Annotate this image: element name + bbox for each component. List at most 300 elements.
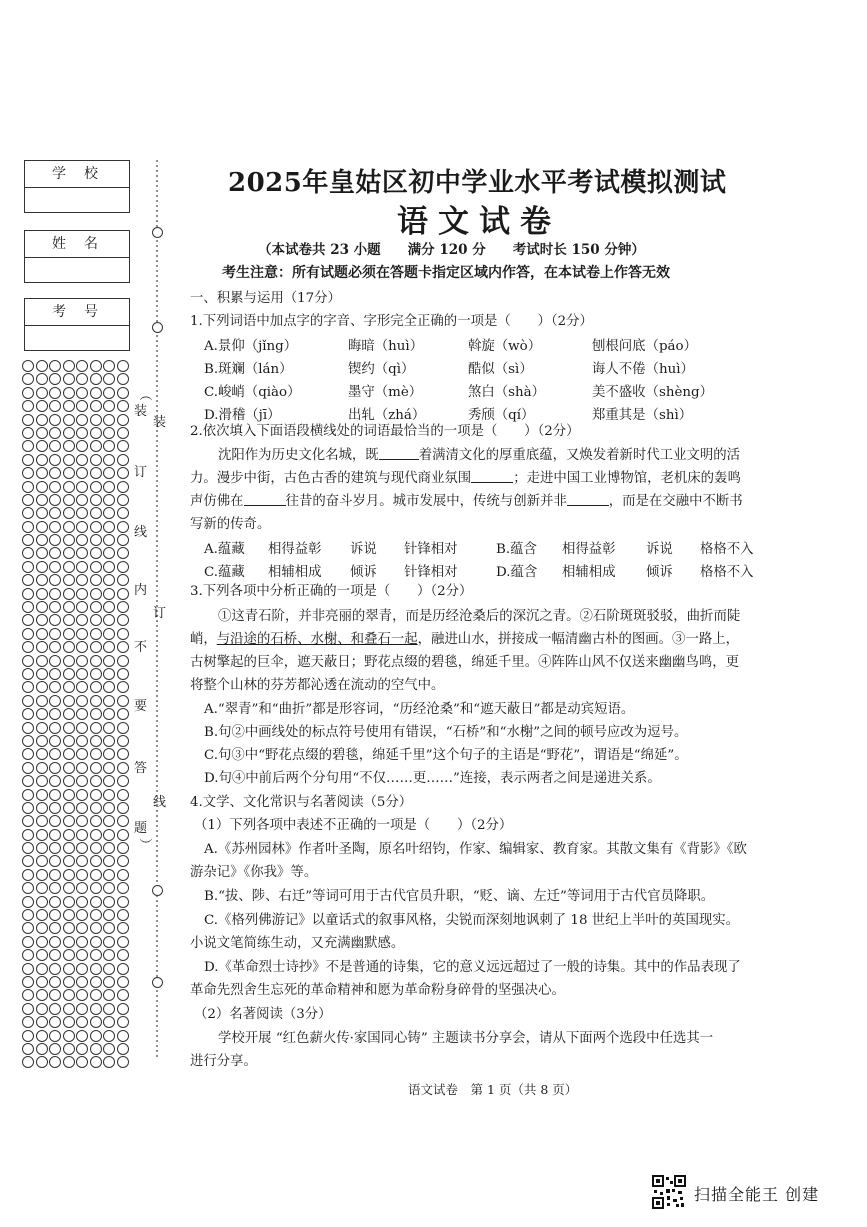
- id-bubble[interactable]: [76, 454, 88, 466]
- id-bubble[interactable]: [22, 588, 34, 600]
- id-bubble[interactable]: [49, 547, 61, 559]
- id-bubble[interactable]: [63, 373, 75, 385]
- id-bubble[interactable]: [76, 896, 88, 908]
- id-bubble[interactable]: [103, 1043, 115, 1055]
- id-bubble[interactable]: [63, 494, 75, 506]
- id-bubble[interactable]: [117, 869, 129, 881]
- id-bubble[interactable]: [103, 588, 115, 600]
- id-bubble[interactable]: [76, 789, 88, 801]
- id-bubble[interactable]: [103, 922, 115, 934]
- id-bubble[interactable]: [22, 869, 34, 881]
- id-bubble[interactable]: [49, 574, 61, 586]
- id-bubble[interactable]: [22, 641, 34, 653]
- id-bubble[interactable]: [36, 722, 48, 734]
- id-bubble[interactable]: [117, 976, 129, 988]
- id-bubble[interactable]: [49, 467, 61, 479]
- id-bubble[interactable]: [103, 681, 115, 693]
- id-bubble[interactable]: [117, 775, 129, 787]
- id-bubble[interactable]: [90, 1056, 102, 1068]
- id-bubble[interactable]: [49, 869, 61, 881]
- id-bubble[interactable]: [63, 976, 75, 988]
- id-bubble[interactable]: [90, 748, 102, 760]
- name-field[interactable]: [25, 258, 129, 282]
- id-bubble[interactable]: [90, 588, 102, 600]
- id-bubble[interactable]: [22, 427, 34, 439]
- id-bubble[interactable]: [22, 1003, 34, 1015]
- id-bubble[interactable]: [76, 507, 88, 519]
- id-bubble[interactable]: [90, 762, 102, 774]
- id-bubble[interactable]: [36, 681, 48, 693]
- id-bubble[interactable]: [90, 789, 102, 801]
- id-bubble[interactable]: [76, 614, 88, 626]
- id-bubble[interactable]: [76, 735, 88, 747]
- id-bubble[interactable]: [90, 400, 102, 412]
- id-bubble[interactable]: [103, 815, 115, 827]
- id-bubble[interactable]: [117, 989, 129, 1001]
- id-bubble[interactable]: [63, 507, 75, 519]
- id-bubble[interactable]: [90, 440, 102, 452]
- id-bubble[interactable]: [76, 360, 88, 372]
- id-bubble[interactable]: [63, 1056, 75, 1068]
- id-bubble[interactable]: [22, 722, 34, 734]
- id-bubble[interactable]: [22, 561, 34, 573]
- id-bubble[interactable]: [103, 547, 115, 559]
- id-bubble[interactable]: [63, 748, 75, 760]
- id-bubble[interactable]: [117, 360, 129, 372]
- id-bubble[interactable]: [76, 1030, 88, 1042]
- id-bubble[interactable]: [90, 601, 102, 613]
- id-bubble[interactable]: [90, 1030, 102, 1042]
- id-bubble[interactable]: [117, 507, 129, 519]
- id-bubble[interactable]: [90, 373, 102, 385]
- id-bubble[interactable]: [117, 789, 129, 801]
- id-bubble[interactable]: [76, 574, 88, 586]
- id-bubble[interactable]: [63, 427, 75, 439]
- id-bubble[interactable]: [22, 1043, 34, 1055]
- id-bubble[interactable]: [103, 789, 115, 801]
- id-bubble[interactable]: [36, 949, 48, 961]
- id-bubble[interactable]: [117, 681, 129, 693]
- id-bubble[interactable]: [63, 936, 75, 948]
- id-bubble[interactable]: [36, 976, 48, 988]
- id-bubble[interactable]: [90, 708, 102, 720]
- id-bubble[interactable]: [76, 762, 88, 774]
- id-bubble[interactable]: [76, 601, 88, 613]
- id-bubble[interactable]: [103, 735, 115, 747]
- id-bubble[interactable]: [76, 976, 88, 988]
- id-bubble[interactable]: [36, 628, 48, 640]
- id-bubble[interactable]: [63, 989, 75, 1001]
- id-bubble[interactable]: [22, 896, 34, 908]
- id-bubble[interactable]: [49, 601, 61, 613]
- id-bubble[interactable]: [117, 414, 129, 426]
- id-bubble[interactable]: [49, 588, 61, 600]
- id-bubble[interactable]: [76, 655, 88, 667]
- id-bubble[interactable]: [103, 1016, 115, 1028]
- id-bubble[interactable]: [90, 427, 102, 439]
- id-bubble[interactable]: [63, 414, 75, 426]
- id-bubble[interactable]: [76, 695, 88, 707]
- id-bubble[interactable]: [90, 387, 102, 399]
- id-bubble[interactable]: [90, 896, 102, 908]
- id-bubble[interactable]: [22, 802, 34, 814]
- id-bubble[interactable]: [117, 481, 129, 493]
- id-bubble[interactable]: [76, 722, 88, 734]
- id-bubble[interactable]: [103, 360, 115, 372]
- id-bubble[interactable]: [117, 896, 129, 908]
- id-bubble[interactable]: [76, 882, 88, 894]
- id-bubble[interactable]: [63, 440, 75, 452]
- id-bubble[interactable]: [103, 1056, 115, 1068]
- id-bubble[interactable]: [103, 400, 115, 412]
- id-bubble[interactable]: [117, 842, 129, 854]
- id-bubble[interactable]: [36, 360, 48, 372]
- id-bubble[interactable]: [22, 775, 34, 787]
- id-bubble[interactable]: [63, 521, 75, 533]
- id-bubble[interactable]: [117, 494, 129, 506]
- id-bubble[interactable]: [76, 414, 88, 426]
- id-bubble[interactable]: [36, 427, 48, 439]
- id-bubble[interactable]: [22, 400, 34, 412]
- id-bubble[interactable]: [76, 387, 88, 399]
- id-bubble[interactable]: [90, 668, 102, 680]
- id-bubble[interactable]: [90, 802, 102, 814]
- id-bubble[interactable]: [103, 481, 115, 493]
- id-bubble[interactable]: [76, 547, 88, 559]
- id-bubble[interactable]: [90, 655, 102, 667]
- id-bubble[interactable]: [90, 882, 102, 894]
- id-bubble[interactable]: [117, 708, 129, 720]
- id-field[interactable]: [25, 326, 129, 350]
- id-bubble[interactable]: [36, 896, 48, 908]
- id-bubble[interactable]: [63, 681, 75, 693]
- id-bubble[interactable]: [76, 427, 88, 439]
- id-bubble[interactable]: [36, 655, 48, 667]
- id-bubble[interactable]: [103, 534, 115, 546]
- id-bubble[interactable]: [103, 909, 115, 921]
- id-bubble[interactable]: [36, 481, 48, 493]
- id-bubble[interactable]: [22, 547, 34, 559]
- id-bubble[interactable]: [49, 762, 61, 774]
- id-bubble[interactable]: [117, 762, 129, 774]
- id-bubble[interactable]: [117, 949, 129, 961]
- id-bubble[interactable]: [76, 588, 88, 600]
- id-bubble[interactable]: [49, 708, 61, 720]
- id-bubble[interactable]: [36, 922, 48, 934]
- id-bubble[interactable]: [63, 909, 75, 921]
- id-bubble[interactable]: [63, 547, 75, 559]
- id-bubble[interactable]: [63, 1030, 75, 1042]
- id-bubble[interactable]: [103, 802, 115, 814]
- id-bubble[interactable]: [90, 481, 102, 493]
- id-bubble[interactable]: [49, 668, 61, 680]
- id-bubble[interactable]: [63, 588, 75, 600]
- id-bubble[interactable]: [90, 547, 102, 559]
- id-bubble[interactable]: [103, 574, 115, 586]
- id-bubble[interactable]: [63, 802, 75, 814]
- id-bubble[interactable]: [22, 949, 34, 961]
- id-bubble[interactable]: [103, 507, 115, 519]
- id-bubble[interactable]: [49, 481, 61, 493]
- id-bubble[interactable]: [36, 668, 48, 680]
- id-bubble[interactable]: [49, 373, 61, 385]
- id-bubble[interactable]: [36, 936, 48, 948]
- id-bubble[interactable]: [117, 561, 129, 573]
- id-bubble[interactable]: [63, 360, 75, 372]
- id-bubble[interactable]: [36, 989, 48, 1001]
- id-bubble[interactable]: [103, 494, 115, 506]
- id-bubble[interactable]: [49, 655, 61, 667]
- id-bubble[interactable]: [90, 561, 102, 573]
- id-bubble[interactable]: [117, 1016, 129, 1028]
- id-bubble[interactable]: [117, 882, 129, 894]
- id-bubble[interactable]: [63, 1043, 75, 1055]
- id-bubble[interactable]: [49, 976, 61, 988]
- id-bubble[interactable]: [49, 909, 61, 921]
- id-bubble[interactable]: [36, 1043, 48, 1055]
- id-bubble[interactable]: [49, 387, 61, 399]
- id-bubble[interactable]: [76, 534, 88, 546]
- id-bubble[interactable]: [103, 708, 115, 720]
- id-bubble[interactable]: [103, 1003, 115, 1015]
- id-bubble[interactable]: [63, 387, 75, 399]
- id-bubble[interactable]: [63, 454, 75, 466]
- id-bubble[interactable]: [90, 829, 102, 841]
- id-bubble[interactable]: [63, 775, 75, 787]
- id-bubble[interactable]: [22, 735, 34, 747]
- id-bubble[interactable]: [103, 829, 115, 841]
- id-bubble[interactable]: [76, 936, 88, 948]
- id-bubble[interactable]: [90, 454, 102, 466]
- id-bubble[interactable]: [49, 440, 61, 452]
- id-bubble[interactable]: [63, 963, 75, 975]
- id-bubble[interactable]: [76, 1016, 88, 1028]
- id-bubble[interactable]: [117, 829, 129, 841]
- id-bubble[interactable]: [22, 387, 34, 399]
- school-field[interactable]: [25, 188, 129, 212]
- id-bubble[interactable]: [90, 976, 102, 988]
- id-bubble[interactable]: [63, 668, 75, 680]
- id-bubble[interactable]: [49, 855, 61, 867]
- id-bubble[interactable]: [117, 641, 129, 653]
- id-bubble[interactable]: [36, 494, 48, 506]
- id-bubble[interactable]: [36, 588, 48, 600]
- id-bubble[interactable]: [49, 989, 61, 1001]
- id-bubble[interactable]: [103, 414, 115, 426]
- id-bubble[interactable]: [103, 855, 115, 867]
- id-bubble[interactable]: [22, 467, 34, 479]
- id-bubble[interactable]: [103, 976, 115, 988]
- id-bubble[interactable]: [49, 922, 61, 934]
- id-bubble[interactable]: [90, 869, 102, 881]
- id-bubble[interactable]: [90, 641, 102, 653]
- id-bubble[interactable]: [36, 534, 48, 546]
- id-bubble[interactable]: [63, 722, 75, 734]
- id-bubble[interactable]: [90, 936, 102, 948]
- id-bubble[interactable]: [117, 427, 129, 439]
- id-bubble[interactable]: [90, 414, 102, 426]
- id-bubble[interactable]: [63, 869, 75, 881]
- id-bubble[interactable]: [76, 1043, 88, 1055]
- id-bubble[interactable]: [36, 1056, 48, 1068]
- id-bubble[interactable]: [49, 735, 61, 747]
- id-bubble[interactable]: [36, 882, 48, 894]
- id-bubble[interactable]: [117, 467, 129, 479]
- id-bubble[interactable]: [63, 842, 75, 854]
- id-bubble[interactable]: [90, 909, 102, 921]
- id-bubble[interactable]: [36, 963, 48, 975]
- id-bubble[interactable]: [90, 855, 102, 867]
- id-bubble[interactable]: [117, 855, 129, 867]
- id-bubble[interactable]: [117, 722, 129, 734]
- id-bubble[interactable]: [103, 949, 115, 961]
- id-bubble[interactable]: [36, 1016, 48, 1028]
- id-bubble[interactable]: [76, 815, 88, 827]
- id-bubble[interactable]: [117, 668, 129, 680]
- id-bubble[interactable]: [22, 494, 34, 506]
- id-bubble[interactable]: [103, 695, 115, 707]
- id-bubble[interactable]: [63, 708, 75, 720]
- id-bubble[interactable]: [22, 574, 34, 586]
- id-bubble[interactable]: [22, 989, 34, 1001]
- id-bubble[interactable]: [103, 1030, 115, 1042]
- id-bubble[interactable]: [117, 802, 129, 814]
- id-bubble[interactable]: [63, 949, 75, 961]
- id-bubble[interactable]: [90, 775, 102, 787]
- id-bubble[interactable]: [36, 400, 48, 412]
- id-bubble[interactable]: [22, 842, 34, 854]
- id-bubble[interactable]: [36, 829, 48, 841]
- id-bubble[interactable]: [76, 989, 88, 1001]
- id-bubble[interactable]: [76, 748, 88, 760]
- id-bubble[interactable]: [76, 481, 88, 493]
- id-bubble[interactable]: [90, 963, 102, 975]
- id-bubble[interactable]: [49, 695, 61, 707]
- id-bubble[interactable]: [117, 735, 129, 747]
- id-bubble[interactable]: [36, 762, 48, 774]
- id-bubble[interactable]: [63, 534, 75, 546]
- id-bubble[interactable]: [22, 628, 34, 640]
- id-bubble[interactable]: [76, 440, 88, 452]
- id-bubble[interactable]: [103, 628, 115, 640]
- q2-blank[interactable]: [379, 447, 419, 460]
- id-bubble[interactable]: [76, 1056, 88, 1068]
- id-bubble[interactable]: [76, 521, 88, 533]
- id-bubble[interactable]: [49, 775, 61, 787]
- id-bubble[interactable]: [36, 909, 48, 921]
- id-bubble[interactable]: [117, 695, 129, 707]
- id-bubble[interactable]: [103, 521, 115, 533]
- id-bubble[interactable]: [117, 815, 129, 827]
- id-bubble[interactable]: [117, 1043, 129, 1055]
- id-bubble[interactable]: [63, 695, 75, 707]
- id-bubble[interactable]: [36, 373, 48, 385]
- id-bubble[interactable]: [117, 387, 129, 399]
- id-bubble[interactable]: [22, 614, 34, 626]
- id-bubble[interactable]: [49, 896, 61, 908]
- id-bubble[interactable]: [63, 400, 75, 412]
- id-bubble[interactable]: [63, 896, 75, 908]
- id-bubble[interactable]: [22, 507, 34, 519]
- id-bubble[interactable]: [76, 494, 88, 506]
- id-bubble[interactable]: [49, 681, 61, 693]
- id-bubble[interactable]: [22, 936, 34, 948]
- id-bubble[interactable]: [22, 373, 34, 385]
- id-bubble[interactable]: [49, 1030, 61, 1042]
- id-bubble[interactable]: [63, 561, 75, 573]
- id-bubble[interactable]: [63, 574, 75, 586]
- id-bubble[interactable]: [22, 815, 34, 827]
- id-bubble[interactable]: [76, 1003, 88, 1015]
- id-bubble[interactable]: [36, 387, 48, 399]
- id-bubble[interactable]: [63, 922, 75, 934]
- id-bubble[interactable]: [103, 601, 115, 613]
- id-bubble[interactable]: [22, 748, 34, 760]
- id-bubble[interactable]: [117, 936, 129, 948]
- id-bubble[interactable]: [49, 1016, 61, 1028]
- id-bubble[interactable]: [22, 909, 34, 921]
- id-bubble[interactable]: [76, 641, 88, 653]
- id-bubble[interactable]: [63, 614, 75, 626]
- id-bubble[interactable]: [22, 963, 34, 975]
- id-bubble[interactable]: [22, 789, 34, 801]
- id-bubble[interactable]: [36, 467, 48, 479]
- id-bubble[interactable]: [63, 467, 75, 479]
- id-bubble[interactable]: [49, 561, 61, 573]
- id-bubble[interactable]: [36, 735, 48, 747]
- id-bubble[interactable]: [49, 454, 61, 466]
- id-bubble[interactable]: [117, 748, 129, 760]
- id-bubble[interactable]: [63, 641, 75, 653]
- id-bubble[interactable]: [36, 1030, 48, 1042]
- id-bubble[interactable]: [63, 1003, 75, 1015]
- id-bubble[interactable]: [36, 601, 48, 613]
- id-bubble[interactable]: [36, 547, 48, 559]
- id-bubble[interactable]: [117, 1030, 129, 1042]
- id-bubble[interactable]: [36, 641, 48, 653]
- id-bubble[interactable]: [22, 855, 34, 867]
- id-bubble[interactable]: [103, 722, 115, 734]
- id-bubble[interactable]: [49, 1056, 61, 1068]
- id-bubble[interactable]: [117, 588, 129, 600]
- id-bubble[interactable]: [22, 534, 34, 546]
- id-bubble[interactable]: [63, 815, 75, 827]
- id-bubble[interactable]: [90, 614, 102, 626]
- id-bubble[interactable]: [49, 936, 61, 948]
- id-bubble[interactable]: [103, 614, 115, 626]
- id-bubble[interactable]: [103, 440, 115, 452]
- id-bubble[interactable]: [90, 722, 102, 734]
- id-bubble[interactable]: [103, 641, 115, 653]
- id-bubble[interactable]: [103, 842, 115, 854]
- q2-blank[interactable]: [471, 470, 513, 483]
- id-bubble[interactable]: [36, 440, 48, 452]
- id-bubble[interactable]: [103, 936, 115, 948]
- id-bubble[interactable]: [90, 695, 102, 707]
- id-bubble[interactable]: [76, 400, 88, 412]
- id-bubble[interactable]: [117, 963, 129, 975]
- id-bubble[interactable]: [22, 601, 34, 613]
- id-bubble[interactable]: [117, 909, 129, 921]
- id-bubble[interactable]: [76, 668, 88, 680]
- id-bubble[interactable]: [36, 695, 48, 707]
- id-bubble[interactable]: [76, 829, 88, 841]
- id-bubble[interactable]: [36, 414, 48, 426]
- id-bubble[interactable]: [76, 561, 88, 573]
- id-bubble[interactable]: [76, 373, 88, 385]
- id-bubble[interactable]: [49, 507, 61, 519]
- id-bubble[interactable]: [90, 360, 102, 372]
